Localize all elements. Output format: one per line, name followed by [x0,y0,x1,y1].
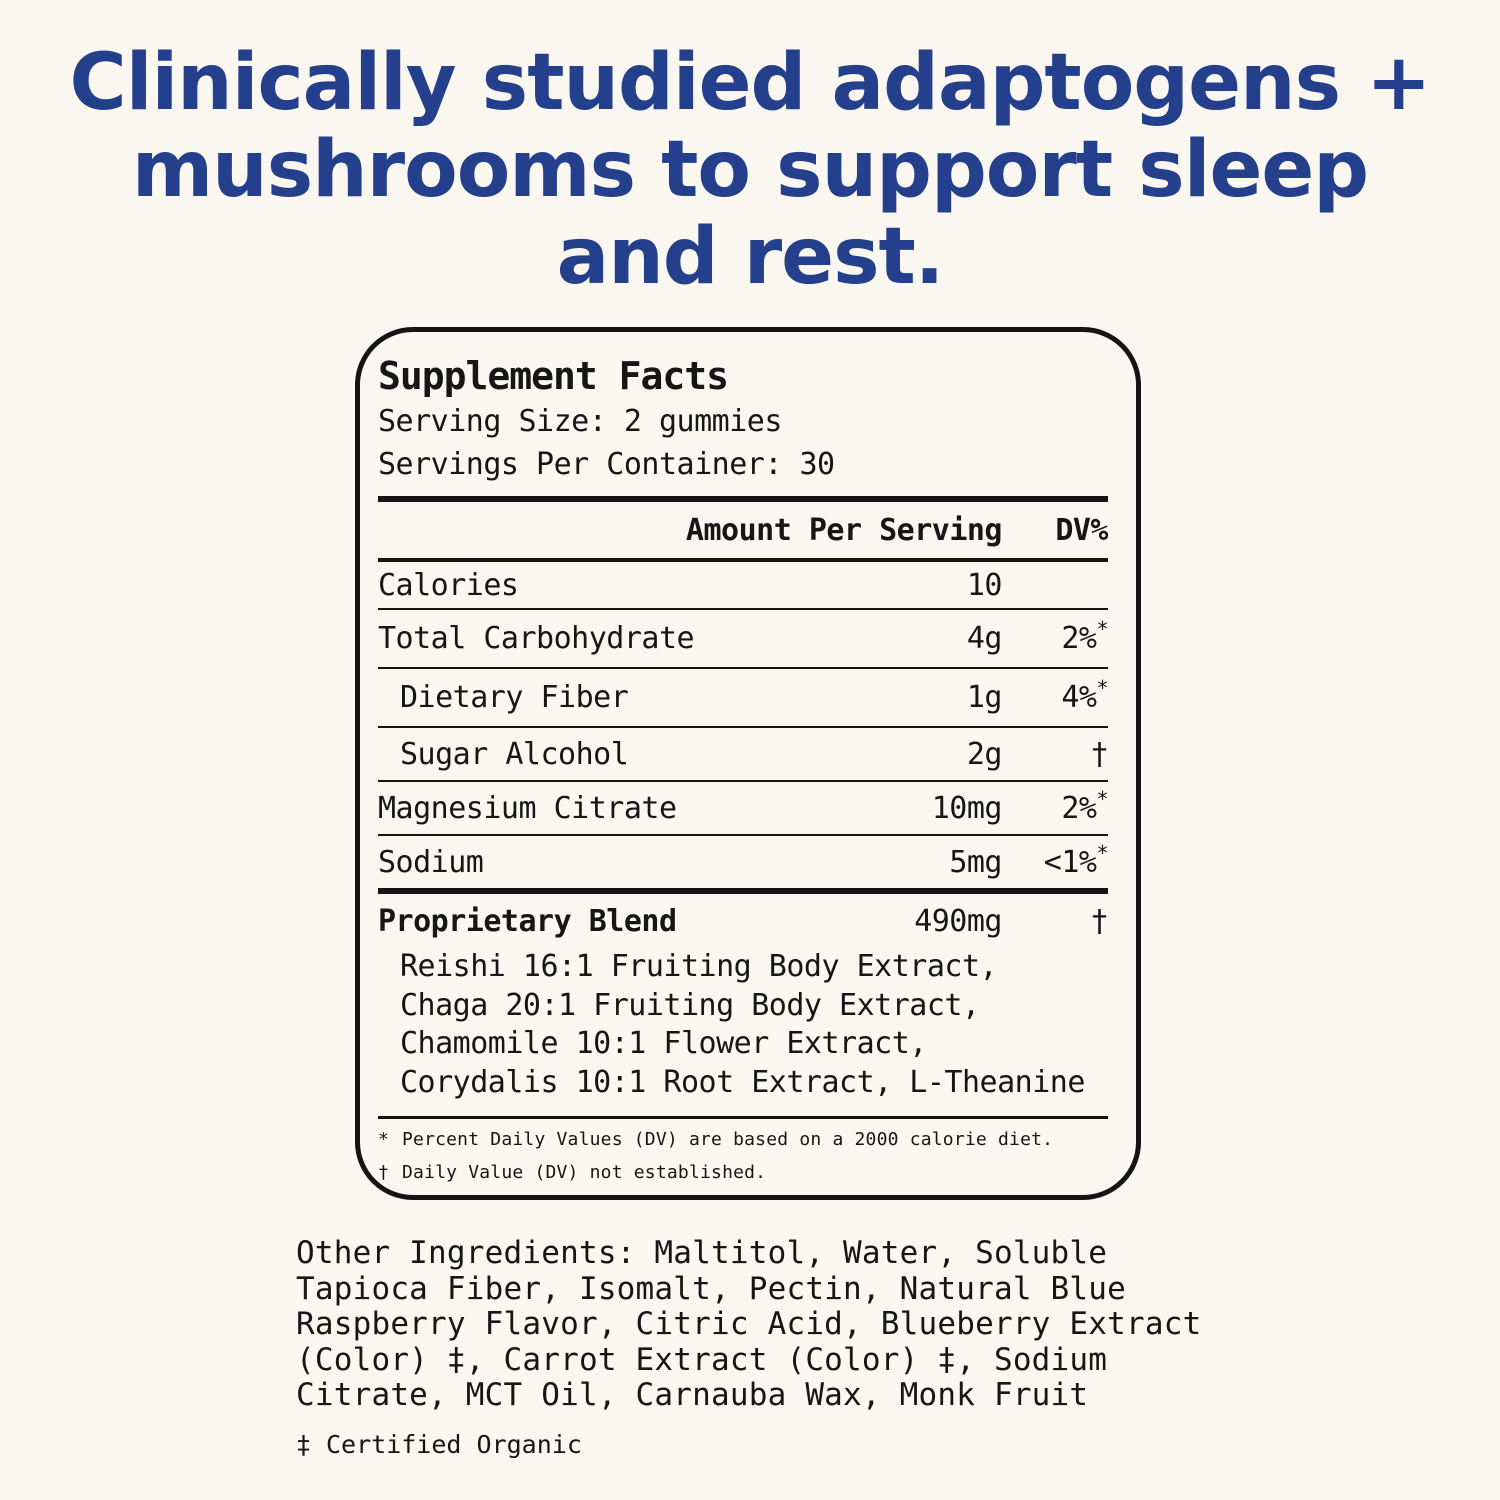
facts-header-row [378,502,1108,558]
nutrient-amount: 2g [966,736,1002,772]
other-ingredients-line: Raspberry Flavor, Citric Acid, Blueberry Extract [296,1306,1202,1342]
nutrient-row-total-carbohydrate [378,610,1108,667]
nutrient-amount: 5mg [949,844,1002,880]
nutrient-name: Sugar Alcohol [400,736,629,772]
blend-amount: 490mg [914,903,1002,939]
nutrient-amount: 10mg [931,790,1002,826]
headline-line-2: mushrooms to support sleep [131,125,1369,215]
other-ingredients-line: Tapioca Fiber, Isomalt, Pectin, Natural Blue [296,1270,1126,1307]
nutrient-row-calories [378,562,1108,608]
blend-ingredient-line: Reishi 16:1 Fruiting Body Extract, [400,949,998,984]
nutrient-row-sodium [378,836,1108,888]
nutrient-name: Dietary Fiber [400,680,629,715]
header-dv: DV% [1055,512,1108,548]
blend-ingredient-line: Corydalis 10:1 Root Extract, L-Theanine [400,1064,1085,1100]
headline-line-1: Clinically studied adaptogens + [69,38,1431,128]
blend-ingredient-line: Chaga 20:1 Fruiting Body Extract, [400,987,980,1023]
footnote-dv-basis: * Percent Daily Values (DV) are based on a 2000 calorie diet. [378,1129,1054,1150]
serving-size: Serving Size: 2 gummies [378,404,782,439]
blend-ingredients [378,948,1108,1102]
headline [0,40,1500,301]
organic-symbol: ‡ [296,1430,312,1459]
footnote-dv-not-established: † Daily Value (DV) not established. [378,1162,767,1183]
other-ingredients-line: Citrate, MCT Oil, Carnauba Wax, Monk Fruit [296,1377,1089,1413]
headline-line-3: and rest. [556,212,944,302]
nutrient-row-dietary-fiber [378,669,1108,726]
supplement-facts-panel [355,327,1141,1200]
nutrient-row-sugar-alcohol [378,728,1108,780]
footnotes [378,1123,1108,1190]
nutrient-dv: † [1090,736,1108,772]
facts-title: Supplement Facts [378,354,729,398]
nutrient-name: Calories [378,567,519,603]
servings-per-container: Servings Per Container: 30 [378,447,835,482]
nutrient-dv: 2%* [1061,786,1108,826]
nutrient-row-magnesium-citrate [378,782,1108,834]
nutrient-dv: 2%* [1061,617,1108,656]
nutrient-name: Magnesium Citrate [378,790,677,826]
blend-ingredient-line: Chamomile 10:1 Flower Extract, [400,1026,927,1061]
organic-note-text: Certified Organic [326,1430,582,1459]
nutrient-amount: 4g [966,621,1002,656]
other-ingredients-line: (Color) ‡, Carrot Extract (Color) ‡, Sodium [296,1341,1108,1378]
blend-dv: † [1090,903,1108,939]
nutrient-amount: 10 [966,567,1002,603]
other-ingredients-line: Other Ingredients: Maltitol, Water, Soluble [296,1235,1108,1271]
header-amount: Amount Per Serving [685,512,1002,548]
nutrient-amount: 1g [966,680,1002,715]
proprietary-blend-row [378,894,1108,948]
nutrient-name: Total Carbohydrate [378,621,695,656]
nutrient-dv: 4%* [1061,676,1108,715]
nutrient-name: Sodium [378,844,484,880]
certified-organic-note [296,1428,582,1462]
divider-footnote [378,1116,1108,1119]
nutrient-dv: <1%* [1043,840,1108,880]
supplement-facts-content [378,352,1108,1190]
other-ingredients [296,1236,1216,1414]
blend-name: Proprietary Blend [378,903,677,939]
